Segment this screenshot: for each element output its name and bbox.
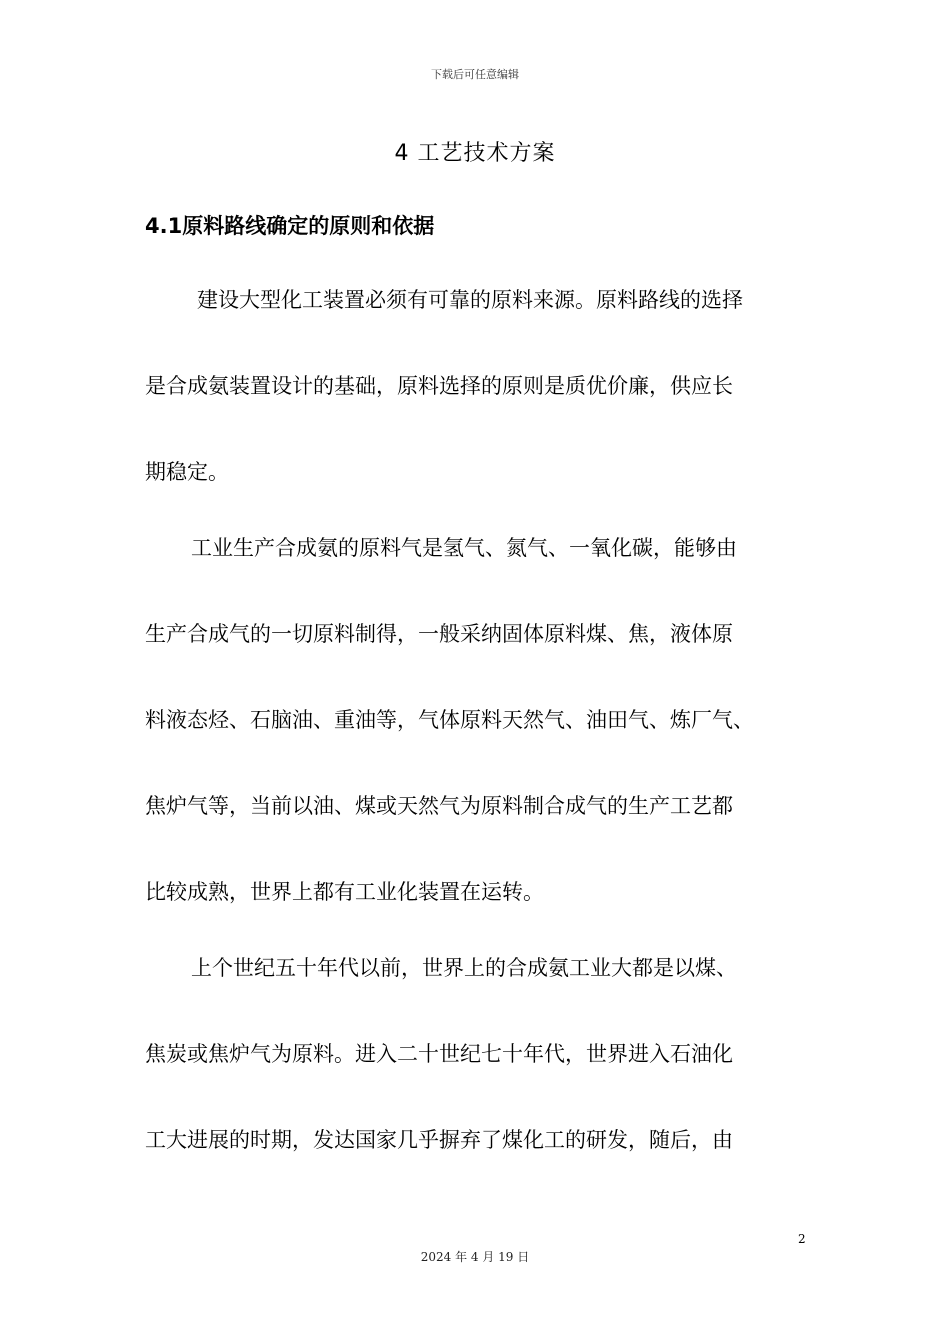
section-heading: 4.1原料路线确定的原则和依据 [145, 214, 435, 238]
paragraph-line: 比较成熟，世界上都有工业化装置在运转。 [145, 880, 544, 904]
paragraph-line: 工业生产合成氨的原料气是氢气、氮气、一氧化碳，能够由 [191, 536, 737, 560]
paragraph-line: 上个世纪五十年代以前，世界上的合成氨工业大都是以煤、 [191, 956, 737, 980]
paragraph-line: 焦炭或焦炉气为原料。进入二十世纪七十年代，世界进入石油化 [145, 1042, 733, 1066]
paragraph-line: 生产合成气的一切原料制得，一般采纳固体原料煤、焦，液体原 [145, 622, 733, 646]
paragraph-line: 焦炉气等，当前以油、煤或天然气为原料制合成气的生产工艺都 [145, 794, 733, 818]
document-title: 4 工艺技术方案 [394, 141, 556, 166]
footer-date: 2024 年 4 月 19 日 [420, 1250, 530, 1264]
paragraph-line: 工大进展的时期，发达国家几乎摒弃了煤化工的研发，随后，由 [145, 1128, 733, 1152]
paragraph-line: 是合成氨装置设计的基础，原料选择的原则是质优价廉，供应长 [145, 374, 733, 398]
page-number: 2 [798, 1232, 806, 1246]
header-note: 下载后可任意编辑 [431, 68, 519, 81]
paragraph-line: 料液态烃、石脑油、重油等，气体原料天然气、油田气、炼厂气、 [145, 708, 754, 732]
paragraph-line: 建设大型化工装置必须有可靠的原料来源。原料路线的选择 [197, 288, 743, 312]
paragraph-line: 期稳定。 [145, 460, 229, 484]
